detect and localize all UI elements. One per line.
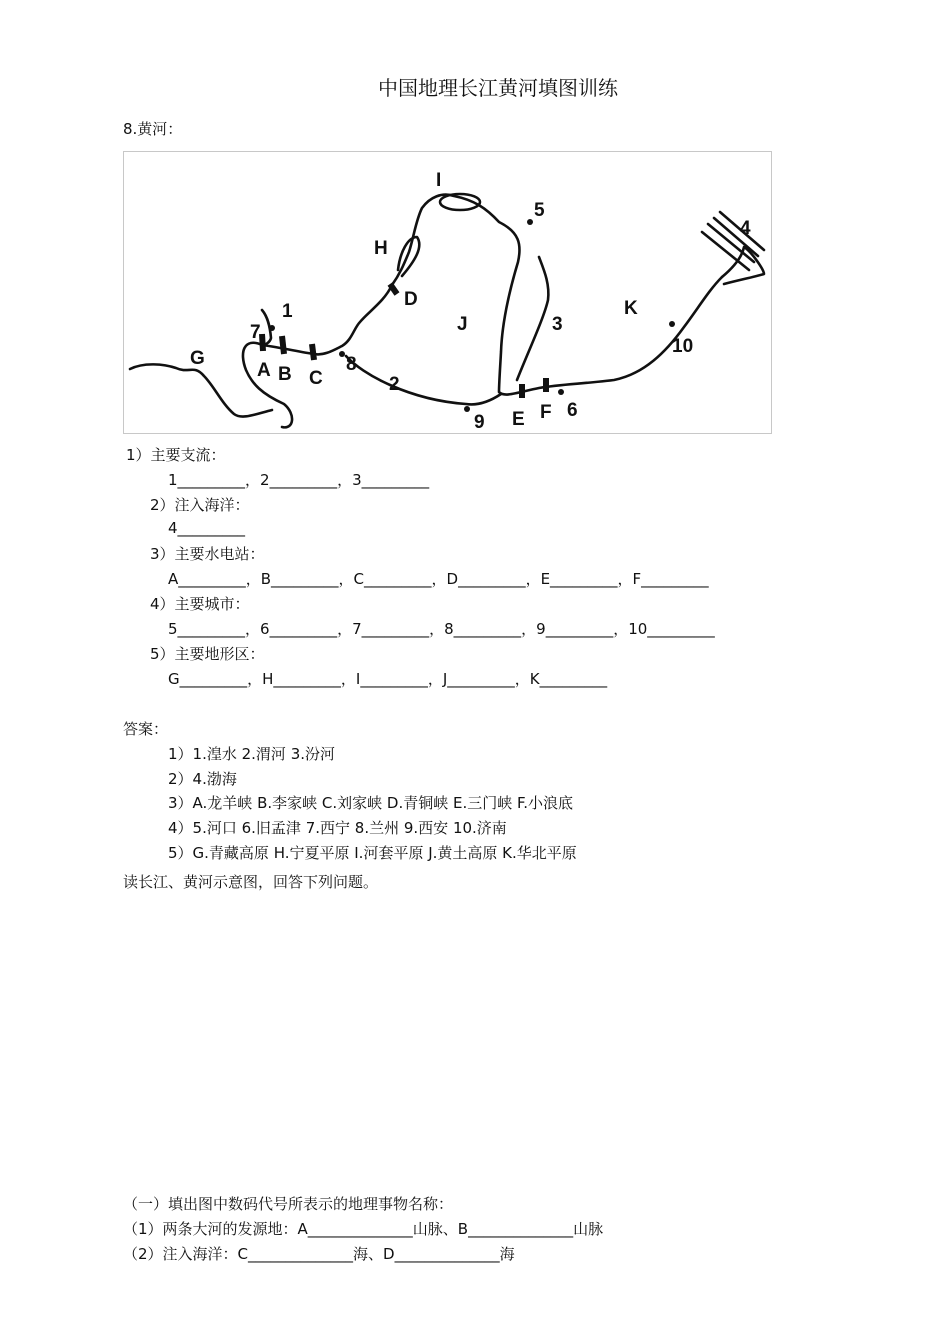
label-4: 4: [740, 218, 751, 239]
q5-body: G_________，H_________，I_________，J_________，K_________: [168, 670, 608, 688]
yellow-river-map: [123, 151, 772, 434]
plateau-line: [130, 364, 272, 416]
q1-body: 1_________，2_________，3_________: [168, 471, 430, 489]
label-G: G: [190, 348, 205, 369]
label-7: 7: [250, 322, 261, 343]
tributary-3: [517, 257, 548, 380]
label-I: I: [436, 170, 442, 191]
intro-text: 读长江、黄河示意图，回答下列问题。: [123, 873, 379, 891]
label-E: E: [512, 409, 525, 430]
label-8: 8: [346, 354, 357, 375]
label-A: A: [257, 360, 271, 381]
label-H: H: [374, 238, 388, 259]
label-9: 9: [474, 412, 485, 433]
q1-head: 1）主要支流：: [126, 446, 226, 464]
river-main: [262, 195, 722, 395]
river-lower-west: [346, 356, 501, 404]
q5-head: 5）主要地形区：: [150, 645, 265, 663]
city-dots: [269, 219, 675, 412]
part-one-line2: （2）注入海洋：C______________海、D______________海: [123, 1245, 515, 1263]
label-3: 3: [552, 314, 563, 335]
answer-5: 5）G.青藏高原 H.宁夏平原 I.河套平原 J.黄土高原 K.华北平原: [168, 844, 577, 862]
label-2: 2: [389, 374, 400, 395]
answer-2: 2）4.渤海: [168, 770, 237, 788]
label-K: K: [624, 298, 638, 319]
part-one-line1: （1）两条大河的发源地：A______________山脉、B______________山脉: [123, 1220, 604, 1238]
label-D: D: [404, 289, 418, 310]
q4-body: 5_________，6_________，7_________，8_________，9_________，10_________: [168, 620, 715, 638]
label-6: 6: [567, 400, 578, 421]
q4-head: 4）主要城市：: [150, 595, 250, 613]
label-1: 1: [282, 301, 293, 322]
label-C: C: [309, 368, 323, 389]
label-J: J: [457, 314, 468, 335]
q2-body: 4_________: [168, 519, 246, 537]
label-10: 10: [672, 336, 694, 357]
part-one-head: （一）填出图中数码代号所表示的地理事物名称：: [123, 1195, 454, 1213]
map-svg: [124, 152, 771, 433]
answers-head: 答案：: [123, 720, 169, 738]
delta-lines: [702, 212, 764, 270]
q2-head: 2）注入海洋：: [150, 496, 250, 514]
answer-1: 1）1.湟水 2.渭河 3.汾河: [168, 745, 336, 763]
q3-head: 3）主要水电站：: [150, 545, 265, 563]
label-5: 5: [534, 200, 545, 221]
label-F: F: [540, 402, 552, 423]
page-title: 中国地理长江黄河填图训练: [378, 76, 618, 100]
q3-body: A_________，B_________，C_________，D_________，E_________，F_________: [168, 570, 709, 588]
answer-3: 3）A.龙羊峡 B.李家峡 C.刘家峡 D.青铜峡 E.三门峡 F.小浪底: [168, 794, 574, 812]
answer-4: 4）5.河口 6.旧孟津 7.西宁 8.兰州 9.西安 10.济南: [168, 819, 507, 837]
label-B: B: [278, 364, 292, 385]
section-label: 8.黄河：: [123, 120, 183, 138]
